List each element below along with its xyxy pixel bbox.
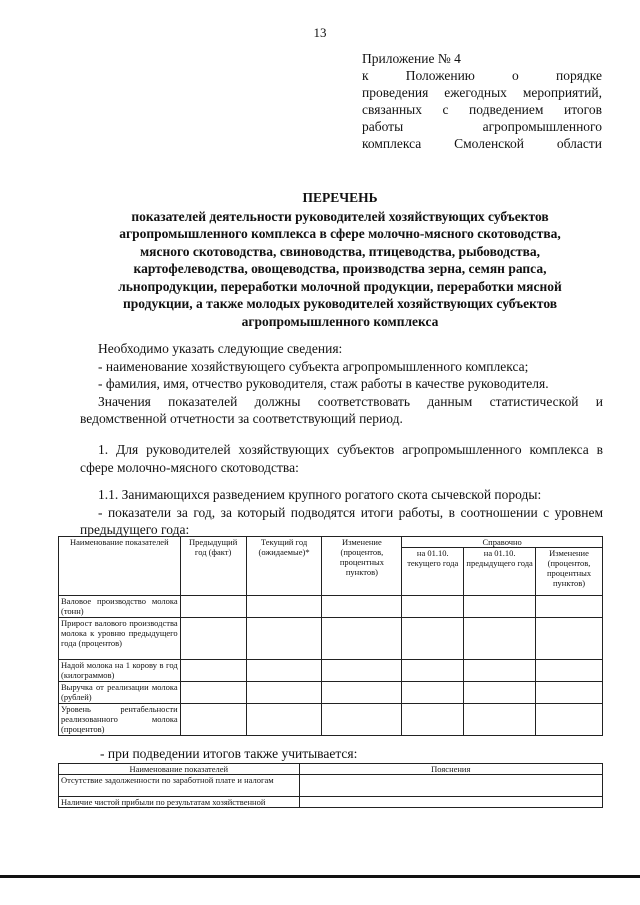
header-ref-cur: на 01.10. текущего года — [402, 548, 464, 596]
document-heading — [80, 189, 600, 330]
table-cell — [299, 775, 602, 797]
table-cell — [246, 682, 322, 704]
intro-paragraph: - наименование хозяйствующего субъекта агропромышленного комплекса; — [98, 358, 529, 374]
intro-paragraph: Значения показателей должны соответствовать данным статистической и ведомственной отчетности за соответствующий период. — [80, 393, 603, 426]
document-title: ПЕРЕЧЕНЬ — [302, 190, 378, 205]
table-cell — [180, 660, 246, 682]
subsection-block — [80, 486, 603, 539]
appendix-line: к Положению о порядке — [362, 68, 602, 83]
header-explanation: Пояснения — [299, 764, 602, 775]
table-cell — [464, 596, 536, 618]
table-cell — [536, 660, 603, 682]
table-row — [59, 596, 603, 618]
header-reference: Справочно — [402, 537, 603, 548]
table-cell — [402, 704, 464, 736]
bottom-rule — [0, 875, 640, 878]
header-change: Изменение (процентов, процентных пунктов) — [322, 537, 402, 596]
table-cell — [180, 596, 246, 618]
subsection-heading: 1.1. Занимающихся разведением крупного рогатого скота сычевской породы: — [98, 487, 542, 502]
header-name: Наименование показателей — [59, 537, 181, 596]
table-row — [59, 682, 603, 704]
table-cell — [180, 704, 246, 736]
appendix-line: комплекса Смоленской области — [362, 136, 602, 151]
subtitle-line: агропромышленного комплекса — [241, 313, 439, 329]
table-cell — [402, 596, 464, 618]
table-row — [59, 618, 603, 660]
table-cell — [246, 660, 322, 682]
table-cell — [180, 682, 246, 704]
table-cell — [402, 682, 464, 704]
page-number: 13 — [313, 25, 327, 40]
intro-paragraph: - фамилия, имя, отчество руководителя, стаж работы в качестве руководителя. — [98, 376, 549, 391]
table-cell — [536, 682, 603, 704]
table-row — [59, 797, 603, 808]
appendix-title: Приложение № 4 — [362, 51, 461, 66]
intro-block — [80, 340, 603, 428]
table-cell — [402, 618, 464, 660]
additional-table — [58, 763, 603, 808]
indicator-name: Выручка от реализации молока (рублей) — [59, 682, 181, 704]
appendix-line: работы агропромышленного — [362, 119, 602, 134]
table-cell — [246, 618, 322, 660]
section-heading: 1. Для руководителей хозяйствующих субъектов агропромышленного комплекса в сфере молочно-мясного скотоводства: — [80, 442, 603, 475]
table-cell — [322, 618, 402, 660]
table-cell — [322, 704, 402, 736]
table-row — [59, 775, 603, 797]
table-cell — [322, 660, 402, 682]
indicator-name: Прирост валового производства молока к уровню предыдущего года (процентов) — [59, 618, 181, 660]
subtitle-line: продукции, а также молодых руководителей хозяйствующих субъектов — [122, 296, 558, 311]
subtitle-line: мясного скотоводства, свиноводства, птицеводства, рыбоводства, — [139, 243, 541, 259]
indicator-name: Наличие чистой прибыли по результатам хозяйственной — [59, 797, 300, 808]
indicator-name: Надой молока на 1 корову в год (килограммов) — [59, 660, 181, 682]
table-cell — [536, 618, 603, 660]
table-cell — [322, 596, 402, 618]
appendix-block — [362, 50, 602, 152]
also-note: - при подведении итогов также учитывается: — [100, 746, 358, 761]
header-name: Наименование показателей — [59, 764, 300, 775]
subtitle-line: агропромышленного комплекса в сфере молочно-мясного скотоводства, — [119, 226, 561, 241]
table-cell — [246, 596, 322, 618]
table-row — [59, 660, 603, 682]
table-cell — [246, 704, 322, 736]
table-cell — [464, 704, 536, 736]
header-ref-prev: на 01.10. предыдущего года — [464, 548, 536, 596]
table-row — [59, 704, 603, 736]
appendix-line: связанных с подведением итогов — [362, 102, 602, 117]
table-cell — [322, 682, 402, 704]
subtitle-line: показателей деятельности руководителей хозяйствующих субъектов — [131, 208, 549, 224]
subtitle-line: льнопродукции, переработки молочной продукции, переработки мясной — [118, 278, 562, 294]
indicator-name: Валовое производство молока (тонн) — [59, 596, 181, 618]
appendix-line: проведения ежегодных мероприятий, — [362, 85, 602, 100]
table-cell — [180, 618, 246, 660]
table-header-row — [59, 764, 603, 775]
subsection-text: - показатели за год, за который подводятся итоги работы, в соотношении с уровнем предыдущего года: — [80, 504, 603, 537]
table-cell — [536, 704, 603, 736]
table-cell — [464, 660, 536, 682]
indicator-name: Уровень рентабельности реализованного молока (процентов) — [59, 704, 181, 736]
table-cell — [464, 618, 536, 660]
table-header-row — [59, 537, 603, 548]
table-cell — [402, 660, 464, 682]
intro-paragraph: Необходимо указать следующие сведения: — [98, 341, 343, 356]
table-cell — [299, 797, 602, 808]
header-cur-year: Текущий год (ожидаемые)* — [246, 537, 322, 596]
indicators-table — [58, 536, 603, 736]
subtitle-line: картофелеводства, овощеводства, производства зерна, семян рапса, — [133, 261, 547, 276]
indicator-name: Отсутствие задолженности по заработной плате и налогам — [59, 775, 300, 797]
header-ref-change: Изменение (процентов, процентных пунктов) — [536, 548, 603, 596]
table-cell — [536, 596, 603, 618]
header-prev-year: Предыдущий год (факт) — [180, 537, 246, 596]
table-cell — [464, 682, 536, 704]
